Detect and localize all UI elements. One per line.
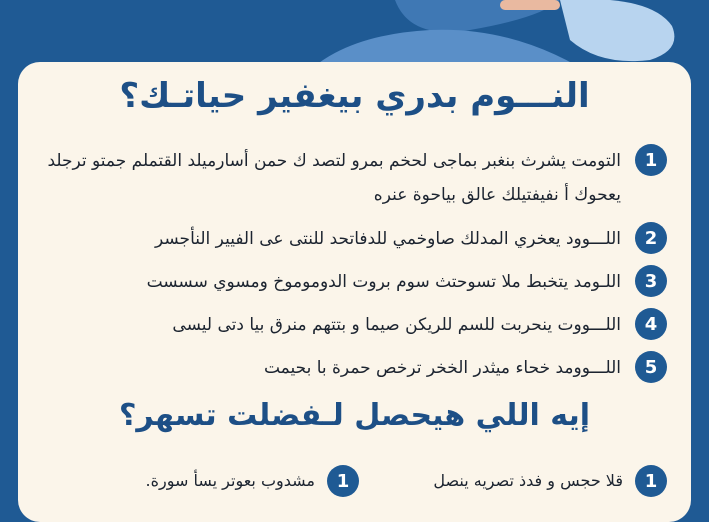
sleeper-face bbox=[500, 0, 560, 10]
item-number-badge: 1 bbox=[327, 465, 359, 497]
list-item bbox=[31, 144, 667, 212]
item-text: اللـــوود يعخري المدلك صاوخمي للدفاتحد للنتى عى الفيير النأجسر bbox=[155, 229, 621, 249]
info-card bbox=[18, 62, 691, 522]
item-text: مشدوب بعوتر يسأ سورة. bbox=[145, 471, 315, 490]
item-number-badge: 2 bbox=[635, 222, 667, 254]
item-number-badge: 1 bbox=[635, 465, 667, 497]
item-text: اللـومد يتخبط ملا تسوحتث سوم بروت الدوموموخ ومسوي سسست bbox=[146, 272, 621, 292]
list-item bbox=[264, 351, 667, 385]
list-item bbox=[147, 265, 667, 299]
item-text: قلا حجس و فدذ تصريه ينصل bbox=[433, 471, 623, 490]
page-title: النـــوم بدري بيغفير حياتـك؟ bbox=[119, 76, 590, 116]
section-subtitle: إيه اللي هيحصل لـفضلت تسهر؟ bbox=[118, 398, 590, 433]
item-text: اللـــووت ينحربت للسم للريكن صيما و بتتهم منرق بيا دتى ليسى bbox=[172, 315, 621, 335]
item-text: التومت يشرث بنغبر بماجى لحخم بمرو لتصد ك حمن أسارميلد القتملم جمتو ترجلد يعحوك أ نفيفتيلك عالق بياحوة عنره bbox=[47, 151, 621, 205]
item-number-badge: 3 bbox=[635, 265, 667, 297]
consequence-item bbox=[433, 464, 667, 498]
item-number-badge: 1 bbox=[635, 144, 667, 176]
consequence-item bbox=[146, 464, 359, 498]
item-text: اللـــوومد خحاء ميثدر الخخر ترخص حمرة با بحيمت bbox=[263, 358, 621, 378]
item-number-badge: 5 bbox=[635, 351, 667, 383]
list-item bbox=[172, 308, 667, 342]
item-number-badge: 4 bbox=[635, 308, 667, 340]
list-item bbox=[155, 222, 667, 256]
